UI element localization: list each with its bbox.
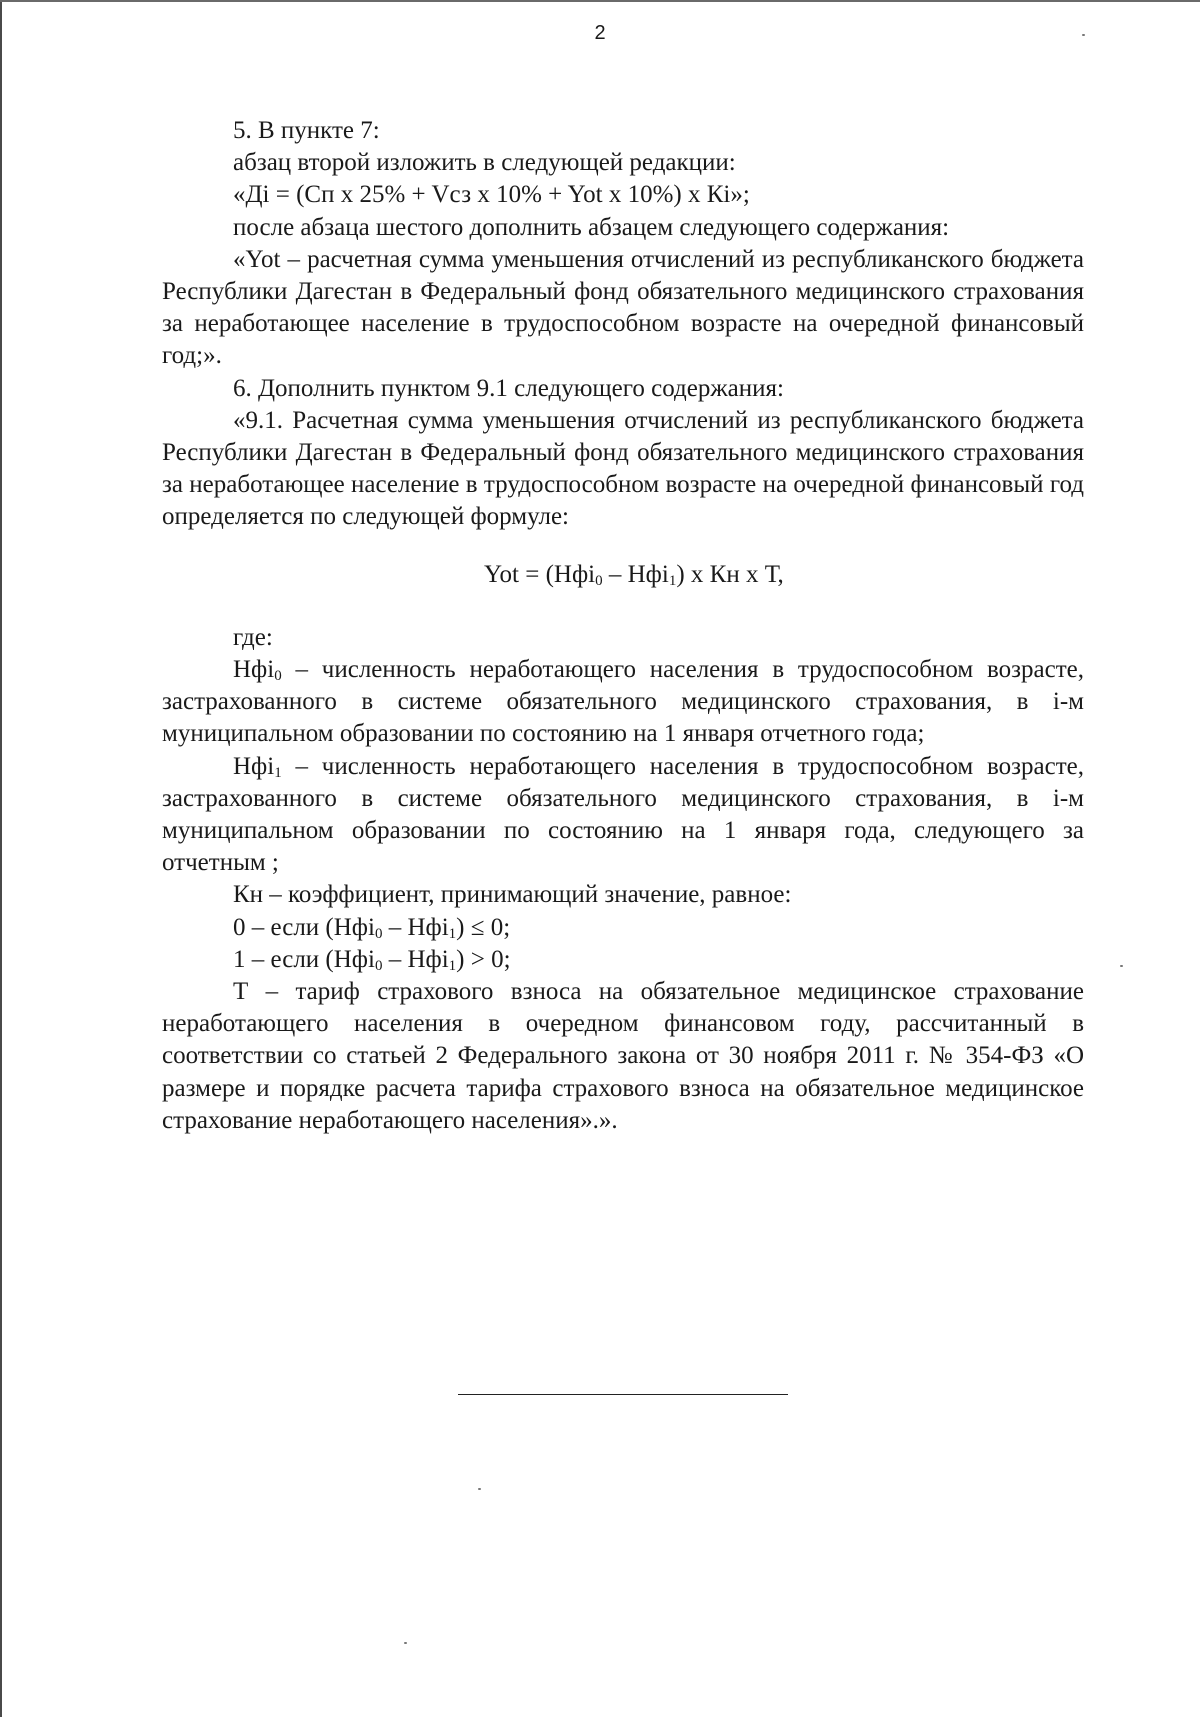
- page-number: 2: [594, 22, 606, 44]
- yot-formula: [162, 559, 1084, 591]
- t-definition: Т – тариф страхового взноса на обязательное медицинское страхование неработающего населения в очередном финансовом году, рассчитанный в соответствии со статьей 2 Федерального закона от 30 ноября 2011 г. № 354-ФЗ «О размере и порядке расчета тарифа страхового взноса на обязательное медицинское страхование неработающего населения».».: [162, 978, 1084, 1134]
- kn-case-one: [162, 944, 1084, 976]
- nfi1-sub: 1: [274, 764, 282, 781]
- formula-rhs: ) x Кн x Т,: [676, 560, 784, 588]
- scan-speck: [478, 1488, 481, 1490]
- kn-case-zero: [162, 912, 1084, 944]
- item6-heading: 6. Дополнить пунктом 9.1 следующего содержания:: [233, 374, 784, 402]
- kn1-sub0: 0: [374, 957, 383, 974]
- nfi1-text: – численность неработающего населения в трудоспособном возрасте, застрахованного в системе обязательного медицинского страхования, в i-м муниципальном образовании по состоянию на 1 января года, следующего за отчетным ;: [162, 752, 1084, 877]
- kn1-sub1: 1: [448, 957, 457, 974]
- item5-heading: 5. В пункте 7:: [233, 117, 380, 144]
- formula-sub0: 0: [595, 572, 603, 589]
- nfi1-name: Нфi: [233, 752, 275, 780]
- document-body: [162, 115, 1084, 1137]
- end-divider-line: [458, 1394, 788, 1395]
- kn1-part-c: ) > 0;: [456, 945, 511, 973]
- kn1-part-a: 1 – если (Нфi: [233, 945, 375, 973]
- where-label: где:: [233, 623, 273, 651]
- scan-edge-left: [0, 0, 2, 1717]
- formula-sub1: 1: [668, 572, 677, 589]
- yot-definition: «Yot – расчетная сумма уменьшения отчислений из республиканского бюджета Республики Дагестан в Федеральный фонд обязательного медицинского страхования за неработающее население в трудоспособном возрасте на очередной финансовый год;».: [162, 245, 1084, 370]
- item5-line1: абзац второй изложить в следующей редакции:: [233, 149, 736, 177]
- formula-di: «Дi = (Сп x 25% + Vсз x 10% + Yot x 10%) x Кi»;: [233, 181, 750, 209]
- scan-speck: [1120, 965, 1123, 967]
- nfi0-text: – численность неработающего населения в трудоспособном возрасте, застрахованного в системе обязательного медицинского страхования, в i-м муниципальном образовании по состоянию на 1 января отчетного года;: [162, 656, 1084, 748]
- scan-speck: [1082, 34, 1085, 36]
- scan-edge-top: [0, 0, 1200, 2]
- formula-mid: – Нфi: [602, 560, 669, 588]
- nfi0-definition: [162, 654, 1084, 751]
- formula-lhs: Yot = (Нфi: [484, 560, 596, 588]
- nfi0-name: Нфi: [233, 656, 275, 684]
- kn0-part-b: – Нфi: [382, 913, 449, 941]
- scan-speck: [404, 1642, 407, 1644]
- kn0-sub0: 0: [374, 925, 383, 942]
- kn0-part-a: 0 – если (Нфi: [233, 913, 375, 941]
- kn0-sub1: 1: [448, 925, 457, 942]
- nfi0-sub: 0: [274, 668, 282, 685]
- kn-definition: Кн – коэффициент, принимающий значение, равное:: [233, 881, 792, 909]
- nfi1-definition: [162, 751, 1084, 880]
- kn0-part-c: ) ≤ 0;: [456, 913, 511, 941]
- item5-line3: после абзаца шестого дополнить абзацем следующего содержания:: [233, 213, 950, 241]
- paragraph-9-1: «9.1. Расчетная сумма уменьшения отчислений из республиканского бюджета Республики Дагестан в Федеральный фонд обязательного медицинского страхования за неработающее население в трудоспособном возрасте на очередной финансовый год определяется по следующей формуле:: [162, 406, 1084, 531]
- kn1-part-b: – Нфi: [382, 945, 449, 973]
